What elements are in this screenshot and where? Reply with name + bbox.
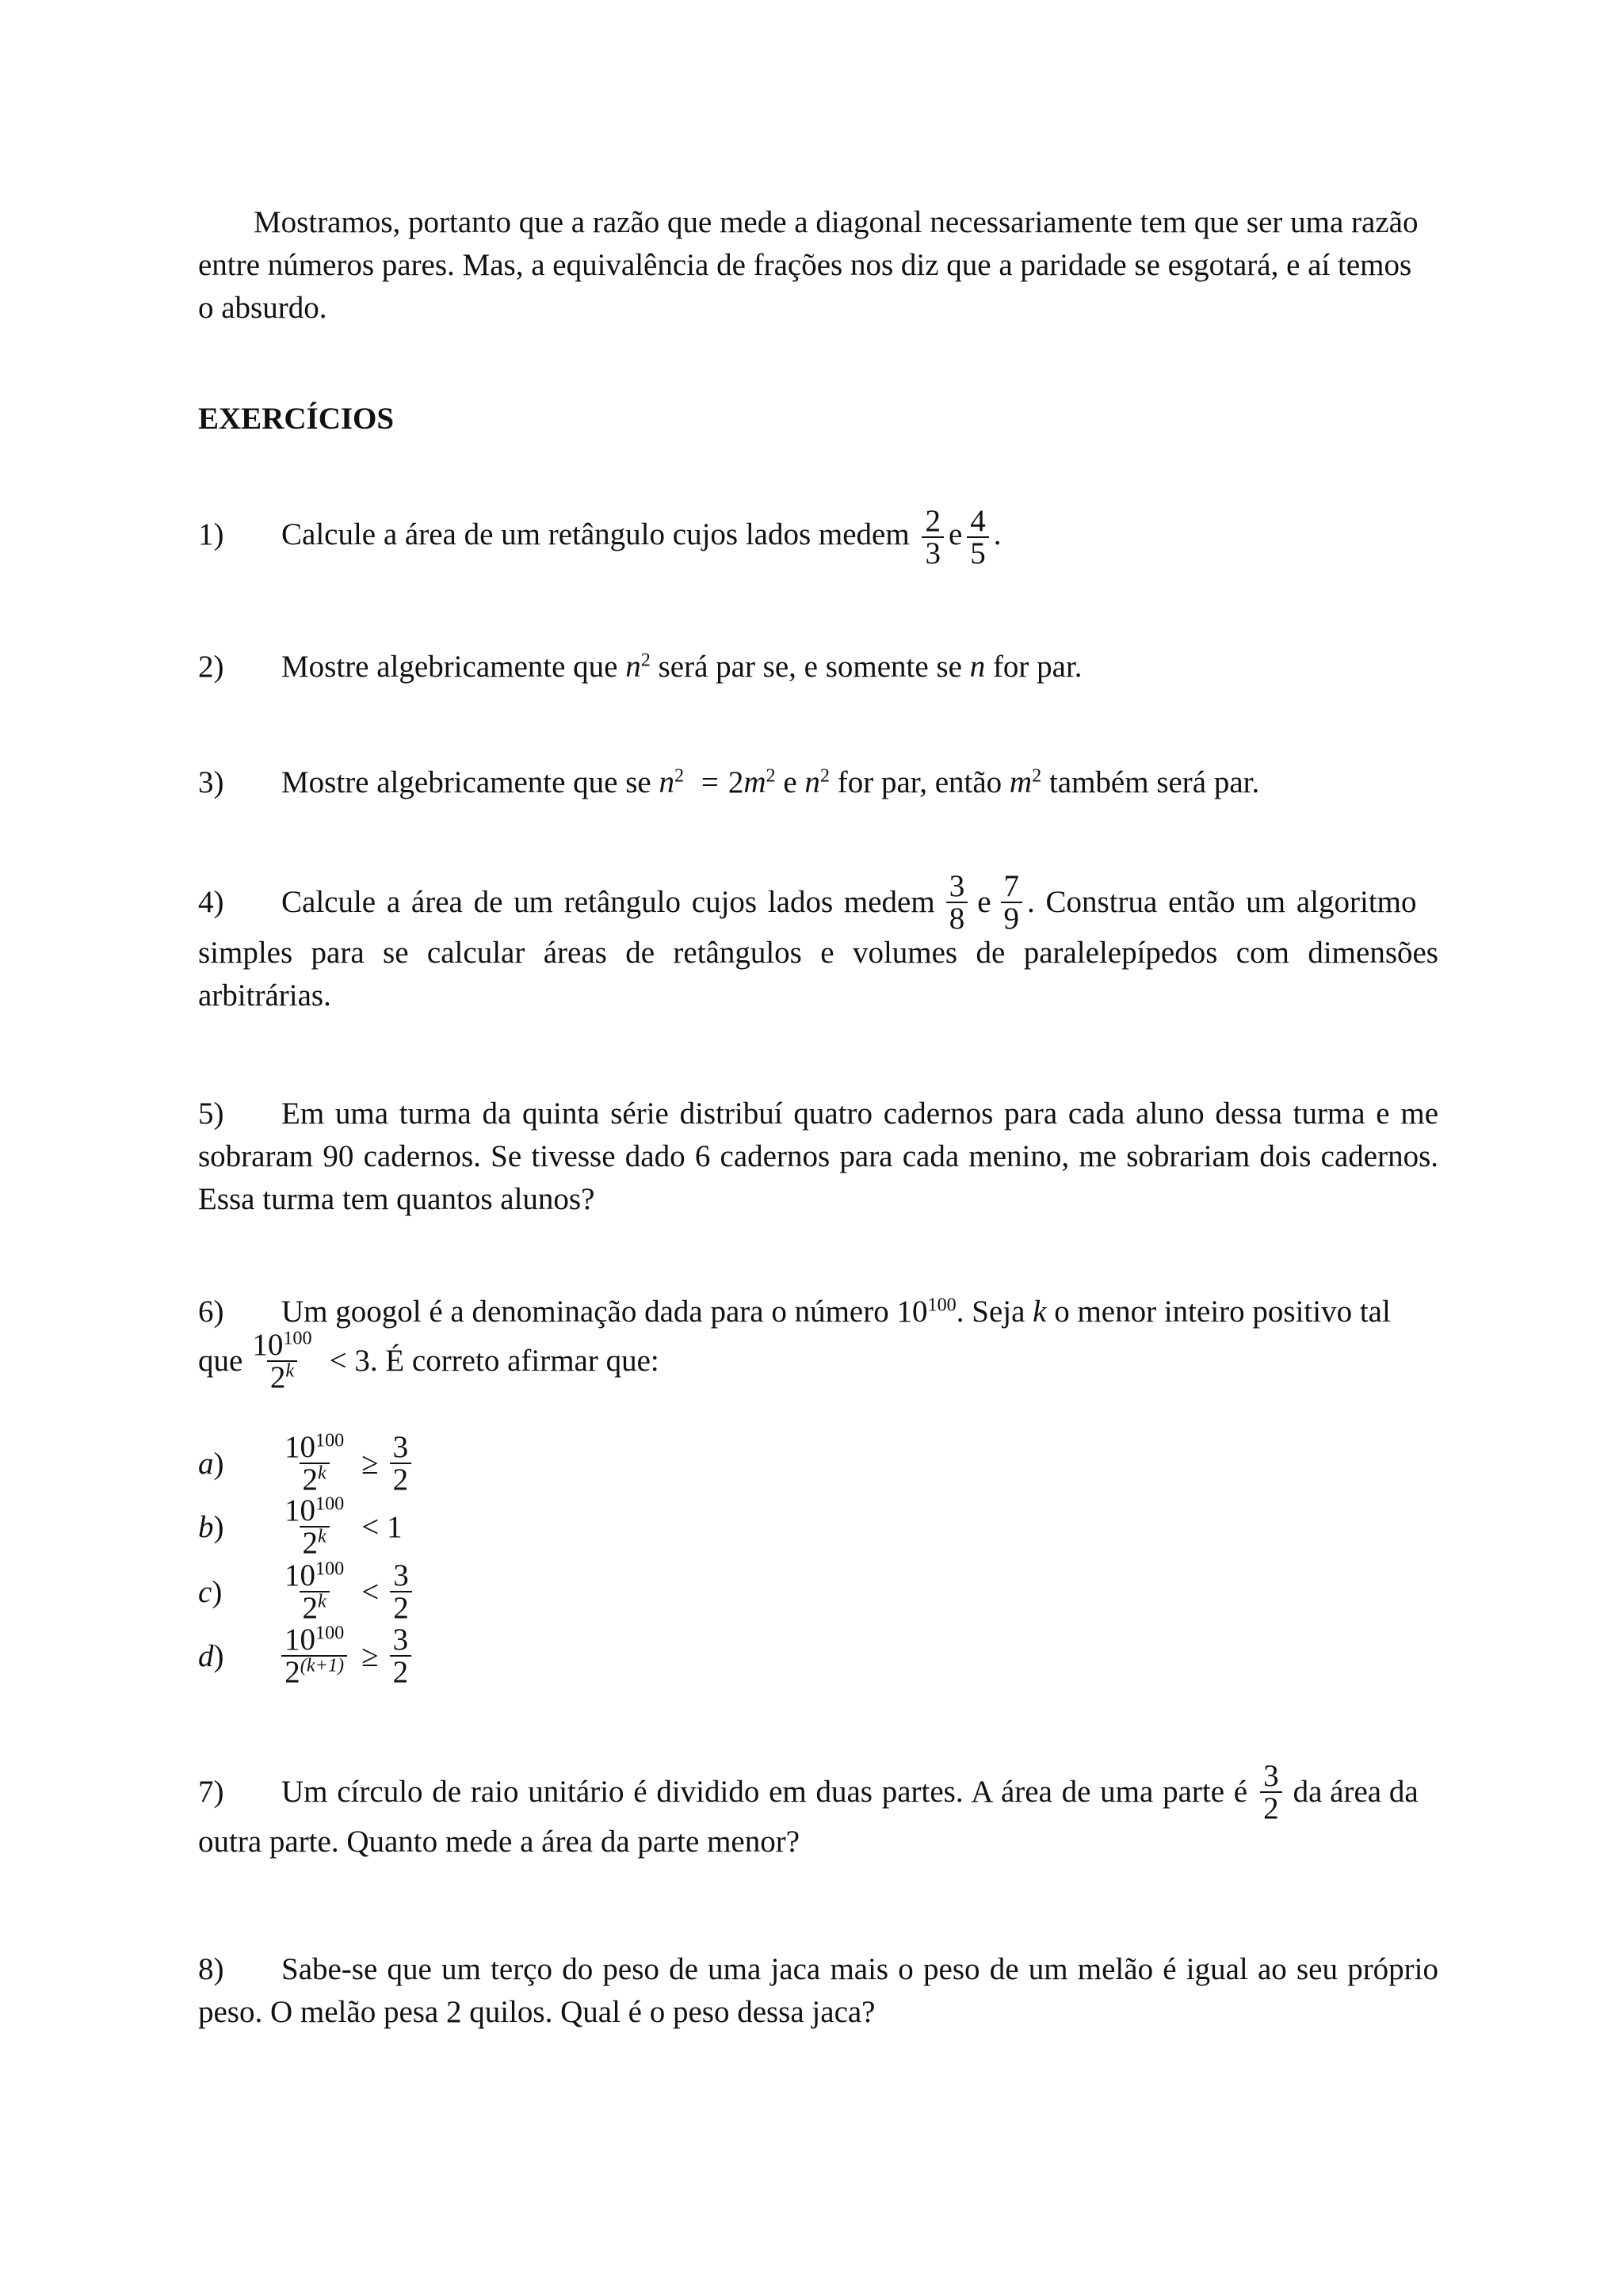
numerator (281, 1429, 347, 1464)
fraction (281, 1495, 347, 1558)
math-variable: n (625, 650, 641, 684)
option-letter: b (198, 1509, 214, 1544)
exercise-6 (198, 1291, 1438, 1394)
power-base: 10 (285, 1623, 315, 1657)
fraction (1001, 871, 1023, 934)
option-letter: c (198, 1574, 212, 1609)
denominator: 2 (390, 1463, 412, 1495)
numerator: 3 (392, 1430, 409, 1464)
numerator: 3 (1263, 1759, 1279, 1793)
exercise-line-2: peso. O melão pesa 2 quilos. Qual é o peso dessa jaca? (198, 1995, 876, 2029)
exponent: k (285, 1360, 295, 1382)
denominator: 3 (922, 536, 944, 569)
exercise-text: for par. (992, 650, 1083, 684)
exercise-number: 8) (198, 1952, 224, 1986)
exercise-text: que (198, 1344, 243, 1378)
numerator: 3 (949, 869, 965, 903)
numerator (249, 1329, 315, 1360)
exercise-line-2: sobraram 90 cadernos. Se tivesse dado 6 cadernos para cada menino, me sobrariam dois cadernos. (198, 1139, 1438, 1173)
power-base: 10 (896, 1295, 928, 1329)
fraction (1260, 1760, 1282, 1824)
intro-line-1: Mostramos, portanto que a razão que mede a diagonal necessariamente tem que ser uma razão (254, 205, 1419, 239)
denominator: 2 (390, 1591, 412, 1623)
exercise-text: < 3. É correto afirmar que: (329, 1344, 659, 1378)
numerator (281, 1495, 347, 1526)
coefficient: 2 (727, 765, 744, 799)
exercise-line-1 (198, 1948, 1438, 1991)
exercise-line-2: simples para se calcular áreas de retângulos e volumes de paralelepípedos com dimensões (198, 936, 1438, 970)
numerator (281, 1560, 347, 1591)
option-label (198, 1638, 281, 1674)
power-base: 2 (302, 1591, 319, 1625)
relation-operator: ≥ (361, 1638, 379, 1673)
exponent: 2 (674, 765, 685, 787)
fraction (390, 1432, 412, 1495)
numerator: 2 (925, 504, 941, 538)
relation-operator: ≥ (361, 1446, 379, 1481)
exponent: 100 (283, 1327, 312, 1349)
fraction (946, 871, 968, 934)
exercise-8 (198, 1948, 1438, 2034)
option-label (198, 1446, 281, 1482)
relation-operator: < (361, 1574, 380, 1609)
exercise-4 (198, 869, 1438, 1017)
conjunction: e (977, 885, 991, 919)
fraction (249, 1329, 315, 1393)
fraction (967, 505, 989, 569)
option-paren: ) (213, 1509, 224, 1544)
option-letter: a (198, 1446, 214, 1481)
denominator: 5 (967, 536, 989, 569)
exponent: 100 (315, 1622, 345, 1644)
denominator (300, 1591, 330, 1623)
exercise-line-1 (198, 869, 1438, 936)
denominator (300, 1526, 330, 1558)
fraction (281, 1624, 347, 1688)
numerator: 3 (392, 1623, 409, 1657)
option-paren: ) (213, 1638, 224, 1673)
intro-paragraph (198, 201, 1438, 330)
exercise-line-1 (198, 1093, 1438, 1135)
exercise-number: 3) (198, 765, 224, 799)
exercise-line-2 (198, 1327, 1438, 1394)
exercise-text: também será par. (1048, 765, 1260, 799)
denominator: 8 (946, 902, 968, 934)
numerator: 3 (393, 1558, 409, 1592)
math-variable: k (1033, 1295, 1047, 1329)
fraction (390, 1624, 412, 1688)
fraction (281, 1560, 347, 1623)
option-d (198, 1624, 422, 1688)
section-heading: EXERCÍCIOS (198, 402, 395, 436)
math-variable: n (659, 765, 674, 799)
exercise-7 (198, 1759, 1438, 1863)
denominator (281, 1655, 347, 1688)
math-variable: n (804, 765, 820, 799)
exercise-text: Em uma turma da quinta série distribuí quatro cadernos para cada aluno dessa turma e me (281, 1097, 1438, 1131)
math-variable: n (969, 650, 986, 684)
option-a (198, 1429, 422, 1497)
exercise-line-1 (198, 1759, 1438, 1825)
intro-line-2: entre números pares. Mas, a equivalência de frações nos diz que a paridade se esgotará, e aí temos (198, 248, 1412, 282)
power-base: 10 (252, 1328, 284, 1362)
exponent: 2 (819, 765, 830, 787)
power-base: 10 (285, 1430, 315, 1464)
exercise-text: . Seja (956, 1295, 1025, 1329)
option-label (198, 1509, 281, 1545)
exercise-text: Um googol é a denominação dada para o número (281, 1295, 889, 1329)
denominator: 2 (390, 1655, 412, 1688)
option-b (198, 1495, 414, 1558)
fraction (390, 1560, 412, 1623)
intro-line-3: o absurdo. (198, 291, 327, 325)
math-variable: m (1009, 765, 1033, 799)
exercise-text: Mostre algebricamente que se (281, 765, 651, 799)
option-c (198, 1560, 423, 1623)
option-label (198, 1574, 281, 1610)
exercise-text: Um círculo de raio unitário é dividido em duas partes. A área de uma parte é (281, 1775, 1248, 1809)
fraction (922, 505, 944, 569)
exercise-number: 6) (198, 1295, 224, 1329)
option-letter: d (198, 1638, 214, 1673)
exponent: k (318, 1525, 327, 1547)
math-variable: m (743, 765, 766, 799)
exponent: 100 (315, 1558, 345, 1580)
exercise-text: o menor inteiro positivo tal (1054, 1295, 1391, 1329)
exercise-1 (198, 505, 1438, 569)
exponent: k (318, 1590, 327, 1612)
power-base: 2 (269, 1360, 286, 1394)
denominator (300, 1463, 330, 1495)
exercise-line-2: outra parte. Quanto mede a área da parte menor? (198, 1825, 800, 1859)
exponent: k (318, 1462, 327, 1484)
fraction (281, 1429, 347, 1497)
exercise-text: e (783, 765, 797, 799)
exercise-text: da área da (1293, 1775, 1419, 1809)
exponent: 100 (315, 1429, 345, 1451)
relation-operator: < 1 (361, 1509, 403, 1544)
exercise-text: Calcule a área de um retângulo cujos lados medem (281, 885, 935, 919)
exercise-number: 7) (198, 1775, 224, 1809)
exercise-line-1 (198, 1291, 1438, 1333)
equals-sign: = (701, 765, 719, 799)
exercise-line-3: Essa turma tem quantos alunos? (198, 1182, 595, 1216)
exercise-number: 5) (198, 1097, 224, 1131)
denominator: 9 (1001, 902, 1023, 934)
exercise-number: 4) (198, 885, 224, 919)
denominator: 2 (1260, 1791, 1282, 1824)
exercise-text: . Construa então um algoritmo (1027, 885, 1417, 919)
exercise-line-3: arbitrárias. (198, 978, 331, 1013)
power-base: 10 (285, 1558, 315, 1592)
exponent: 100 (315, 1493, 345, 1515)
exercise-number: 2) (198, 650, 224, 684)
exercise-3 (198, 761, 1438, 804)
exercise-5 (198, 1093, 1438, 1221)
numerator: 4 (970, 504, 986, 538)
exponent: 100 (927, 1294, 957, 1316)
exercise-text: Mostre algebricamente que (281, 650, 618, 684)
punctuation: . (993, 517, 1002, 551)
denominator (267, 1360, 297, 1393)
numerator (281, 1624, 347, 1655)
power-base: 2 (302, 1526, 319, 1560)
option-paren: ) (213, 1446, 224, 1481)
numerator: 7 (1003, 869, 1020, 903)
power-base: 2 (285, 1655, 300, 1689)
conjunction: e (948, 517, 963, 551)
exercise-2 (198, 646, 1438, 688)
exercise-text: for par, então (837, 765, 1002, 799)
exponent: 2 (640, 649, 651, 671)
exponent: 2 (1032, 765, 1042, 787)
exponent: (k+1) (300, 1654, 344, 1676)
option-paren: ) (212, 1574, 223, 1609)
power-base: 10 (285, 1493, 315, 1527)
exercise-text: será par se, e somente se (658, 650, 962, 684)
exponent: 2 (766, 765, 776, 787)
exercise-text: Calcule a área de um retângulo cujos lados medem (281, 517, 910, 551)
power-base: 2 (302, 1463, 319, 1497)
exercise-number: 1) (198, 517, 224, 551)
exercise-text: Sabe-se que um terço do peso de uma jaca mais o peso de um melão é igual ao seu próprio (281, 1952, 1438, 1986)
